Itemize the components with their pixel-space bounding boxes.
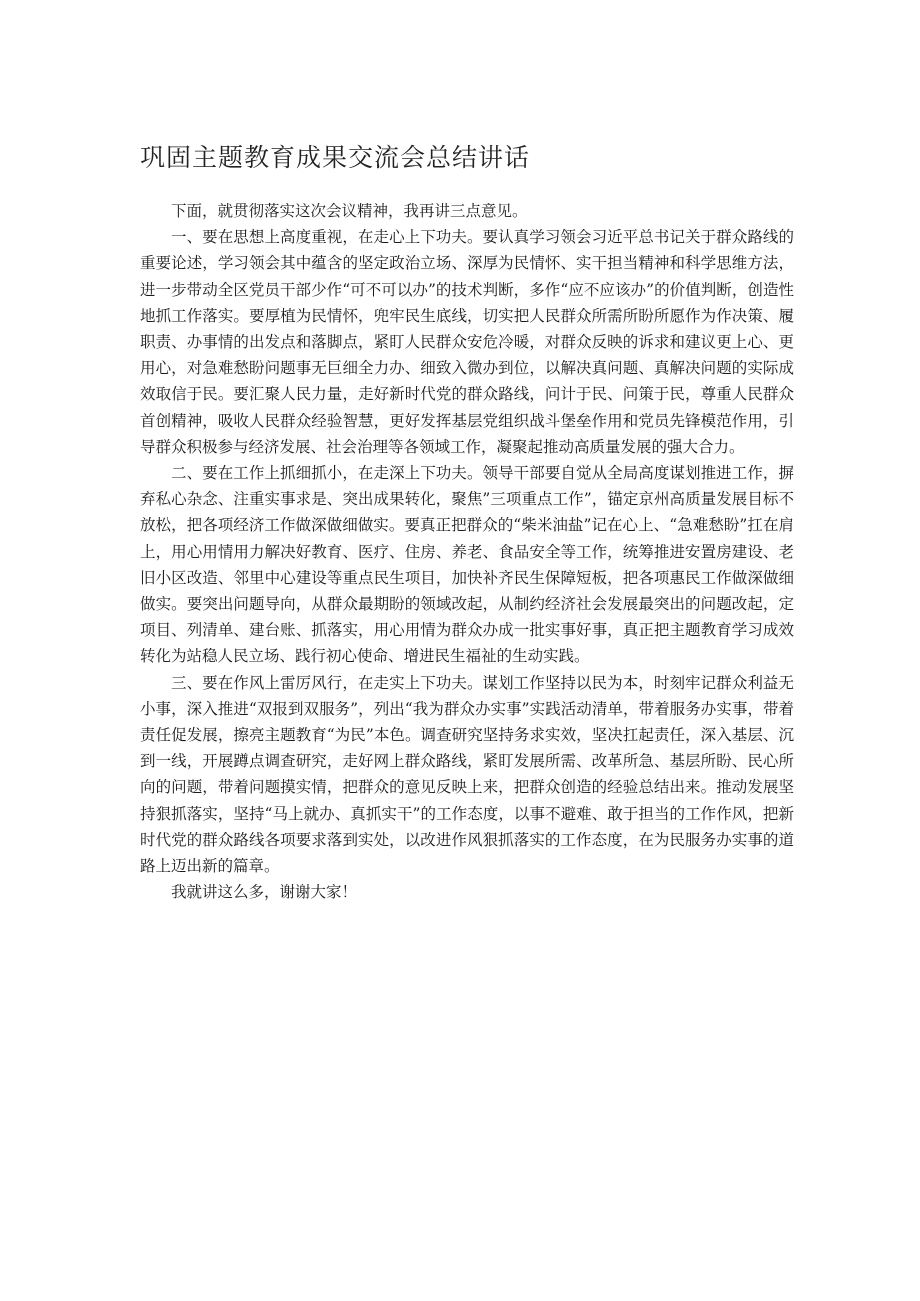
paragraph-intro: 下面，就贯彻落实这次会议精神，我再讲三点意见。 xyxy=(171,202,528,220)
document-title: 巩固主题教育成果交流会总结讲话 xyxy=(140,143,531,172)
paragraph-closing: 我就讲这么多，谢谢大家！ xyxy=(171,883,358,902)
paragraph-point-two: 二、要在工作上抓细抓小，在走深上下功夫。领导干部要自觉从全局高度谋划推进工作，摒弃私心杂念、注重实事求是、突出成果转化，聚焦”三项重点工作”，锚定京州高质量发展目标不放松，把各项经济工作做深做细做实。要真正把群众的“柴米油盐”记在心上、“急难愁盼”扛在肩上，用心用情用力解决好教育、医疗、住房、养老、食品安全等工作，统筹推进安置房建设、老旧小区改造、邻里中心建设等重点民生项目，加快补齐民生保障短板，把各项惠民工作做深做细做实。要突出问题导向，从群众最期盼的领域改起，从制约经济社会发展最突出的问题改起，定项目、列清单、建台账、抓落实，用心用情为群众办成一批实事好事，真正把主题教育学习成效转化为站稳人民立场、践行初心使命、增进民生福祉的生动实践。 xyxy=(140,464,794,666)
paragraph-point-three: 三、要在作风上雷厉风行，在走实上下功夫。谋划工作坚持以民为本，时刻牢记群众利益无小事，深入推进“双报到双服务”，列出“我为群众办实事”实践活动清单，带着服务办实事，带着责任促发展，擦亮主题教育“为民”本色。调查研究坚持务求实效，坚决扛起责任，深入基层、沉到一线，开展蹲点调查研究，走好网上群众路线，紧盯发展所需、改革所急、基层所盼、民心所向的问题，带着问题摸实情，把群众的意见反映上来，把群众创造的经验总结出来。推动发展坚持狠抓落实，坚持“马上就办、真抓实干”的工作态度，以事不避难、敢于担当的工作作风，把新时代党的群众路线各项要求落到实处，以改进作风狠抓落实的工作态度，在为民服务办实事的道路上迈出新的篇章。 xyxy=(140,673,794,876)
document-body xyxy=(140,198,794,905)
paragraph-point-one: 一、要在思想上高度重视，在走心上下功夫。要认真学习领会习近平总书记关于群众路线的重要论述，学习领会其中蕴含的坚定政治立场、深厚为民情怀、实干担当精神和科学思维方法，进一步带动全区党员干部少作“可不可以办”的技术判断，多作“应不应该办”的价值判断，创造性地抓工作落实。要厚植为民情怀，兜牢民生底线，切实把人民群众所需所盼所愿作为作决策、履职责、办事情的出发点和落脚点，紧盯人民群众安危冷暖，对群众反映的诉求和建议更上心、更用心，对急难愁盼问题事无巨细全力办、细致入微办到位，以解决真问题、真解决问题的实际成效取信于民。要汇聚人民力量，走好新时代党的群众路线，问计于民、问策于民，尊重人民群众首创精神，吸收人民群众经验智慧，更好发挥基层党组织战斗堡垒作用和党员先锋模范作用，引导群众积极参与经济发展、社会治理等各领域工作，凝聚起推动高质量发展的强大合力。 xyxy=(140,228,794,456)
